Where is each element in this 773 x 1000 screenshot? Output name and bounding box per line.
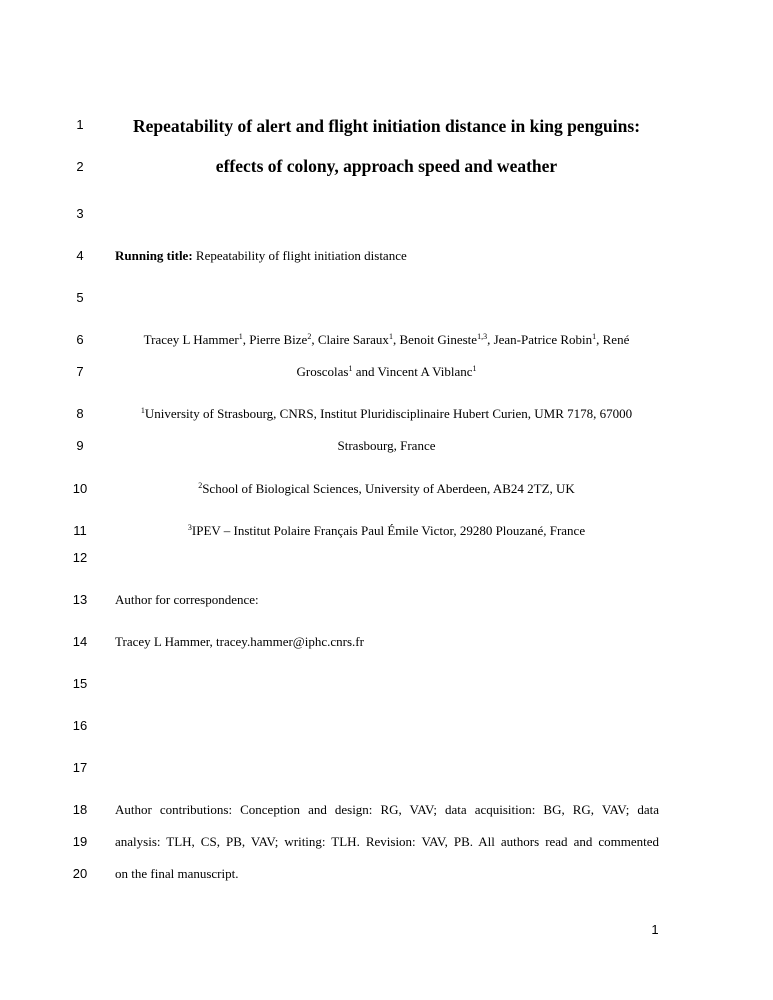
affiliation-text: School of Biological Sciences, University of Aberdeen, AB24 2TZ, UK [202, 481, 575, 496]
correspondence-label: Author for correspondence: [115, 592, 259, 607]
line-number: 1 [76, 117, 84, 132]
line-number: 10 [72, 481, 88, 496]
line-number: 11 [73, 523, 87, 538]
line-number: 4 [76, 248, 84, 263]
page-number: 1 [651, 922, 659, 937]
running-title-text: Repeatability of flight initiation distance [195, 248, 407, 263]
line-number: 9 [76, 438, 84, 453]
affiliation-1 [0, 406, 773, 422]
line-number: 17 [72, 760, 88, 775]
affiliation-sup: 1 [140, 406, 145, 415]
line-number: 3 [76, 206, 84, 221]
line-number: 15 [72, 676, 88, 691]
line-number: 20 [72, 866, 88, 881]
line-number: 6 [76, 332, 84, 347]
affiliation-1-cont: Strasbourg, France [337, 438, 436, 453]
running-title-label: Running title: [115, 248, 193, 263]
line-number: 14 [72, 634, 88, 649]
author-name: and Vincent A Viblanc [352, 364, 473, 379]
author-affiliation-sup: 1 [388, 332, 393, 341]
affiliation-text: University of Strasbourg, CNRS, Institut Pluridisciplinaire Hubert Curien, UMR 7178, 67000 [144, 406, 633, 421]
affiliation-sup: 2 [198, 481, 203, 490]
author-name: , Jean-Patrice Robin [487, 332, 593, 347]
line-number: 8 [76, 406, 84, 421]
author-name: Tracey L Hammer [143, 332, 239, 347]
author-name: , Pierre Bize [242, 332, 308, 347]
running-title [115, 248, 407, 264]
affiliation-3 [0, 523, 773, 539]
line-number: 5 [76, 290, 84, 305]
author-name: , René [596, 332, 630, 347]
line-number: 13 [72, 592, 88, 607]
line-number: 18 [72, 802, 88, 817]
author-name: , Benoit Gineste [392, 332, 478, 347]
author-affiliation-sup: 1 [472, 364, 477, 373]
author-affiliation-sup: 1 [592, 332, 597, 341]
authors-line-1 [0, 332, 773, 348]
line-number: 19 [72, 834, 88, 849]
line-number: 16 [72, 718, 88, 733]
author-affiliation-sup: 1 [348, 364, 353, 373]
correspondence-contact: Tracey L Hammer, tracey.hammer@iphc.cnrs.fr [115, 634, 364, 649]
line-number: 2 [76, 159, 84, 174]
author-name: Groscolas [296, 364, 349, 379]
author-affiliation-sup: 2 [307, 332, 312, 341]
affiliation-sup: 3 [187, 523, 192, 532]
title-line-2: effects of colony, approach speed and weather [215, 156, 558, 176]
contributions-line-2: analysis: TLH, CS, PB, VAV; writing: TLH. Revision: VAV, PB. All authors read and commented [115, 834, 659, 849]
line-number: 7 [76, 364, 84, 379]
authors-line-2 [0, 364, 773, 380]
line-number: 12 [72, 550, 88, 565]
contributions-line-1: Author contributions: Conception and design: RG, VAV; data acquisition: BG, RG, VAV; data [115, 802, 659, 817]
affiliation-text: IPEV – Institut Polaire Français Paul Émile Victor, 29280 Plouzané, France [191, 523, 586, 538]
author-name: , Claire Saraux [311, 332, 389, 347]
author-affiliation-sup: 1 [238, 332, 243, 341]
affiliation-2 [0, 481, 773, 497]
contributions-line-3: on the final manuscript. [115, 866, 239, 881]
author-affiliation-sup: 1,3 [477, 332, 488, 341]
title-line-1: Repeatability of alert and flight initiation distance in king penguins: [132, 116, 641, 136]
